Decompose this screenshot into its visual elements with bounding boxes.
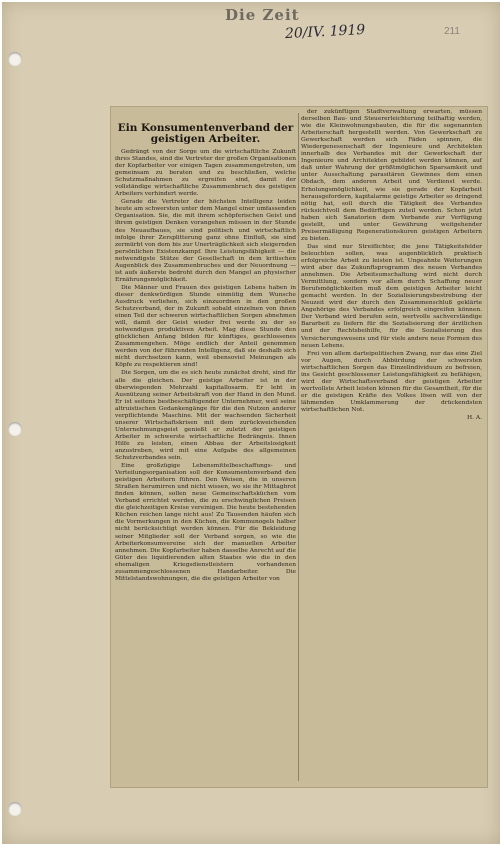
archive-sheet (2, 2, 500, 844)
article-paragraph: Eine großzügige Lebensmittelbeschaffungs- und Verteilungsorganisation soll der Konsumentenverband den geistigen Arbeitern führen. Den Weisen, die in unseren Straßen herumirren und nicht wissen, wo sie ihr Mittagbrot finden können, sollen neue Gemeinschaftsküchen vom Verband errichtet werden, die zu erschwinglichen Preisen die gleichzeitigen Kreise vereinigen. Die heute bestehenden Küchen reichen lange nicht aus! Zu Tausenden häufen sich die Vormerkungen in den Küchen, die Kommunogels halber nicht berücksichtigt werden können. Für die Bekleidung seiner Mitglieder soll der Verband sorgen, so wie die Arbeiterkonsumvereine sich der manuellen Arbeiter annehmen. Die Kopfarbeiter haben dasselbe Anrecht auf die Güter des liquidierenden alten Staates wie die in den ehemaligen Kriegsdienstleistern vorhandenen zusammengeschlossenen Handarbeiter. Die Mittelstandswohnungen, die die geistigen Arbeiter von (115, 463, 296, 582)
article-title: Ein Konsumentenverband der geistigen Arbeiter. (117, 122, 294, 145)
newspaper-masthead: Die Zeit (225, 6, 300, 24)
punch-hole (8, 52, 22, 66)
newspaper-clipping (110, 106, 488, 788)
article-paragraph: Frei von allem darteipolitischen Zwang, nur das eine Ziel vor Augen, durch Abbürdung der schwersten wirtschaftlichen Sorgen das Einzelindividuum zu befreien, ins Gesicht geschlossener Leistungsfähigkeit zu befähigen, wird der Wirtschaftsverband der geistigen Arbeiter wertvollste Arbeit leisten können für die Gesamtheit, für die er die geistigen Kräfte des Volkes lösen will von der lähmenden Umklammerung der drückendsten wirtschaftlichen Not. (301, 350, 482, 413)
article-paragraph: Das sind nur Streiflichter, die jene Tätigkeitsfelder beleuchten sollen, was augenblicklich praktisch erfolgreiche Arbeit zu leisten ist. Ungeahnte Weiterungen wird aber das Zukunftsprogramm des neuen Verbandes annehmen. Die Arbeitsumschaltung wird nicht durch Vermittlung, sondern vor allem durch Schaffung neuer Berufsmöglichkeiten muß dem geistigen Arbeiter leicht gemacht werden. In der Sozialisierungsbestrebung der Neuzeit wird der durch den Zusammenschluß geklärte Angehörige des Verbandes erfolgreich eingreifen können. Der Verband wird berufen sein, wertvolle sachverständige Bararbeit zu liefern für die Sozialisierung der ärztlichen und der Rechtsbeihilfe, für die Sozialisierung des Versicherungswesens und für viele andere neue Formen des neuen Lebens. (301, 243, 482, 349)
article-paragraph: Die Männer und Frauen des geistigen Lebens haben in dieser denkwürdigen Stunde einmütig dem Wunsche Ausdruck verliehen, sich einzuordnen in den großen Schutzverband, der in Zukunft sobald einzelnen von ihnen einen Teil der schweren wirtschaftlichen Sorgen abnehmen will, damit der Geist wieder frei werde zu der so notwendigen produktiven Arbeit. Mag diese Stunde den glücklichen Anfang bilden für künftiges, geschlossenes Zusammengehen. Möge endlich der Anteil genommen werden von der führenden Intelligenz, daß sie deshalb sich nicht durchsetzen kann, weil ebensoviel Meinungen als Köpfe zu respektieren sind! (115, 284, 296, 369)
punch-hole (8, 422, 22, 436)
punch-hole (8, 802, 22, 816)
article-column-right (301, 109, 482, 423)
article-paragraph: der zukünftigen Stadtverwaltung erwarten, müssen derselben Bau- und Steuererleichterung teilhaftig werden, wie die Kleinwohnungsbauten, die für die sogenannten Arbeiterschaft hergestellt werden. Von Gewerkschaft zu Gewerkschaft werden sich Fäden spinnen, die Wiedergenesenschaft der Ingenieure und Architekten innerhalb des Verbandes mit der Gewerkschaft der Ingenieure und Architekten gebildet werden können, auf daß unter Wahrung der größtmöglichen Sparsamkeit und unter Ausschaltung parasitären Gewinnes dem einen Obdach, dem anderen Arbeit und Verdienst werde. Erholungsmöglichkeit, wie sie gerade der Kopfarbeit herausgefordern, kapitalarme geistige Arbeiter so dringend nötig hat, soll durch die Tätigkeit des Verbandes rücksichtvoll dem Bedürftigen zuteil werden. Schon jetzt haben sich Sanatorien dem Verbande zur Verfügung gestellt, und unter Gewährung weitgehender Preisermäßigung Regenerationskuren geistigen Arbeitern zu bieten. (301, 109, 482, 242)
article-paragraph: Gedrängt von der Sorge um die wirtschaftliche Zukunft ihres Standes, sind die Vertreter der großen Organisationen der Kopfarbeiter vor einigen Tagen zusammengetreten, um gemeinsam zu beraten und zu beschließen, welche Schutzmaßnahmen zu ergreifen sind, damit der vollständige wirtschaftliche Zusammenbruch des geistigen Arbeiters verhindert werde. (115, 149, 296, 198)
article-paragraph: Gerade die Vertreter der höchsten Intelligenz leiden heute am schwersten unter dem Mangel einer umfassenden Organisation. Sie, die mit ihrem schöpferischen Geist und ihrem geistigen Denken vorangehen müssen in der Stunde des Neuaufbaues, sie sind politisch und wirtschaftlich infolge ihrer Zersplitterung ganz ohne Einfluß, sie sind zermürbt von dem bis zur Unerträglichkeit sich steigernden persönlichen Existenzkampf. Ihre Leistungsfähigkeit — die notwendigste Stütze der Gesellschaft in dem kritischen Augenblick des Zusammenbruches und der Neuordnung — ist aufs äußerste bedroht durch den Mangel an physischer Ernährungsmöglichkeit. (115, 199, 296, 283)
article-paragraph: Die Sorgen, um die es sich heute zunächst dreht, sind für alle die gleichen. Der geistige Arbeiter ist in der überwiegenden Mehrzahl kapitallosarm. Er lebt in Ausnützung seiner Arbeitskraft von der Hand in den Mund. Er ist seitens bestbeschäftigender Unternehmer, weil seine altruistischen Gedankengänge für die den Nutzen anderer verpflichtende Maschine. Mit der wachsenden Sicherheit unserer Wirtschaftskrisen mit dem zurückweichenden Unternehmungsgeist genießt er zuletzt der geistigen Arbeiter in schwerste wirtschaftliche Bedrängnis. Ihnen Hilfe zu leisten, einen Abbau der Arbeitslosigkeit anzustreben, wird mit eine Aufgabe des allgemeinen Schutzverbandes sein. (115, 370, 296, 462)
article-column-left (115, 111, 296, 584)
article-signature: H. A. (466, 415, 482, 422)
archive-page-number: 211 (444, 26, 460, 37)
handwritten-date: 20/IV. 1919 (284, 21, 366, 43)
column-divider (298, 113, 299, 781)
